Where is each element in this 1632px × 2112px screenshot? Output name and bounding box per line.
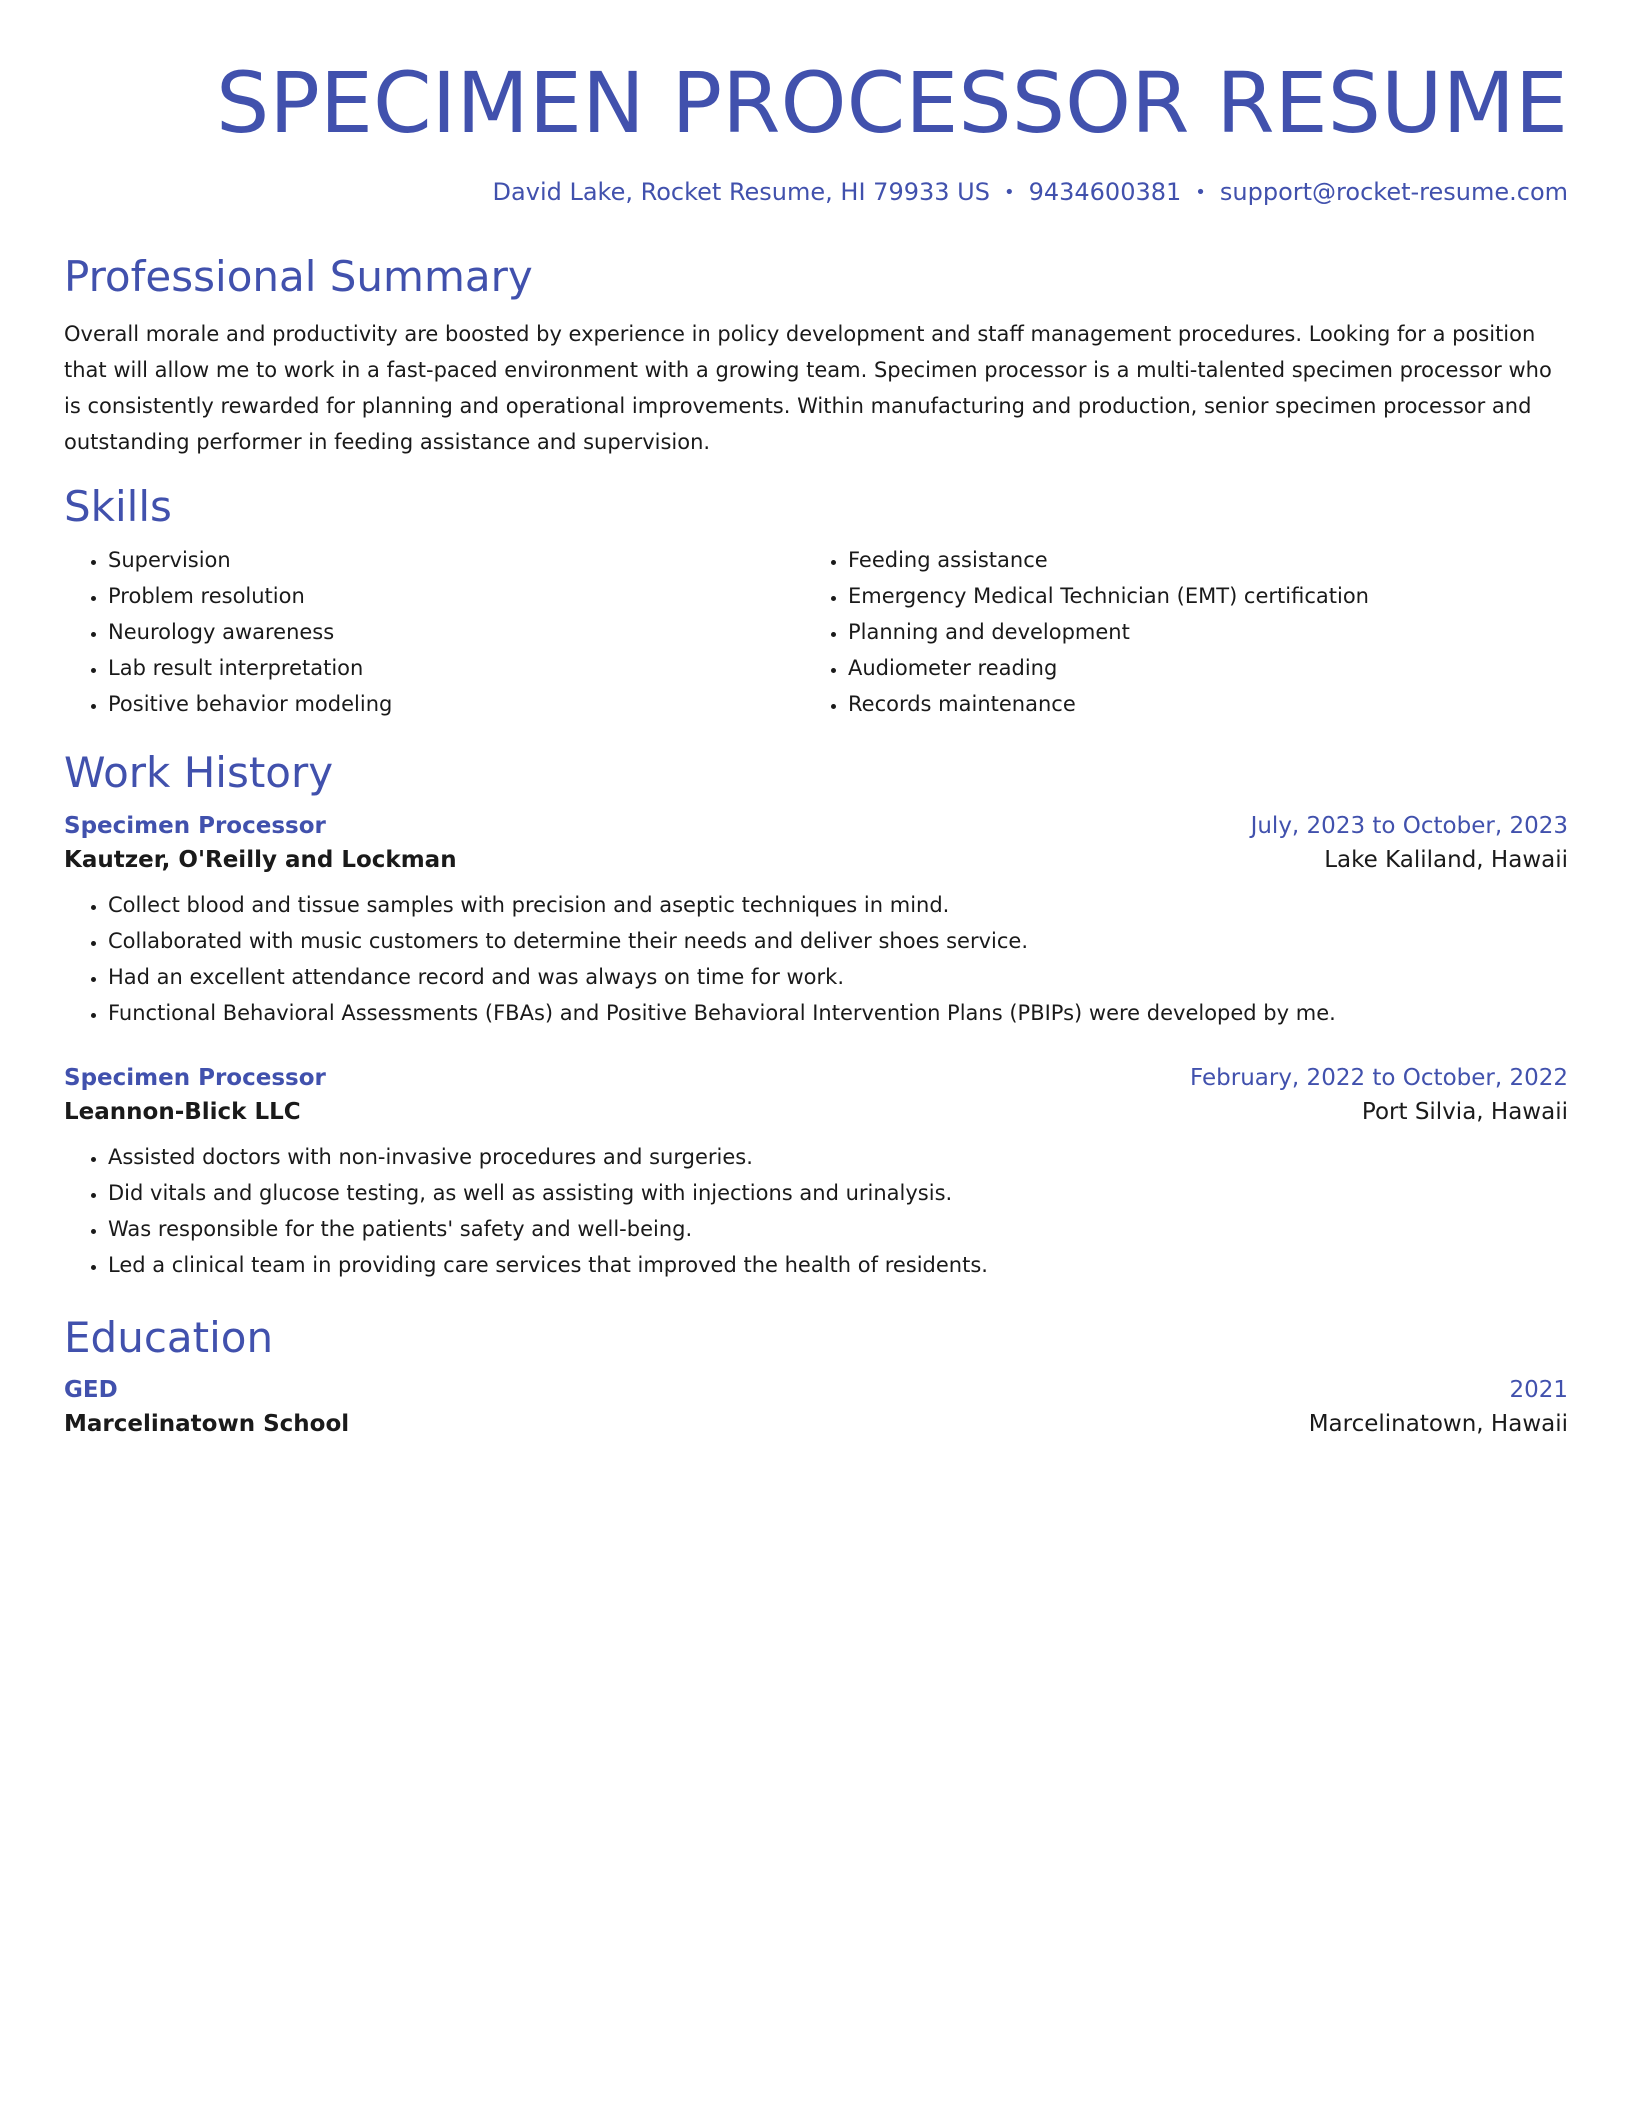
education-school: Marcelinatown School <box>64 1411 350 1438</box>
skill-item: • Positive behavior modeling <box>108 686 804 722</box>
job-employer: Leannon-Blick LLC <box>64 1098 301 1125</box>
skill-item: • Feeding assistance <box>848 542 1544 578</box>
job-bullet: • Collaborated with music customers to determine their needs and deliver shoes service. <box>108 923 1568 959</box>
skill-item: • Problem resolution <box>108 578 804 614</box>
skill-item: • Emergency Medical Technician (EMT) certification <box>848 578 1544 614</box>
job-title: Specimen Processor <box>64 812 326 839</box>
summary-heading: Professional Summary <box>64 251 533 301</box>
skill-item: • Planning and development <box>848 614 1544 650</box>
skills-column-left <box>64 542 804 722</box>
job-bullet: • Was responsible for the patients' safety and well-being. <box>108 1211 1568 1247</box>
skill-item: • Neurology awareness <box>108 614 804 650</box>
skill-item: • Records maintenance <box>848 686 1544 722</box>
education-entry <box>64 1377 1568 1437</box>
contact-separator: • <box>1003 181 1015 203</box>
resume-title: SPECIMEN PROCESSOR RESUME <box>215 54 1568 152</box>
job-dates: July, 2023 to October, 2023 <box>1250 812 1568 839</box>
job-title: Specimen Processor <box>64 1064 326 1091</box>
education-location: Marcelinatown, Hawaii <box>1308 1411 1568 1438</box>
job-bullet: • Functional Behavioral Assessments (FBAs) and Positive Behavioral Intervention Plans (PBIPs) were developed by me. <box>108 995 1568 1031</box>
contact-phone: 9434600381 <box>1028 177 1182 206</box>
skill-item: • Lab result interpretation <box>108 650 804 686</box>
job-entry <box>64 813 1568 1031</box>
education-school-row <box>64 1411 1568 1437</box>
contact-email: support@rocket-resume.com <box>1219 177 1568 206</box>
job-header-row <box>64 1065 1568 1091</box>
education-degree: GED <box>64 1377 118 1404</box>
contact-address: David Lake, Rocket Resume, HI 79933 US <box>492 177 990 206</box>
job-employer-row <box>64 847 1568 873</box>
skills-column-right <box>804 542 1544 722</box>
job-bullet: • Led a clinical team in providing care services that improved the health of residents. <box>108 1247 1568 1283</box>
skills-grid <box>64 542 1568 722</box>
job-bullet: • Collect blood and tissue samples with precision and aseptic techniques in mind. <box>108 887 1568 923</box>
skill-item: • Audiometer reading <box>848 650 1544 686</box>
job-bullet: • Had an excellent attendance record and was always on time for work. <box>108 959 1568 995</box>
job-bullets <box>64 887 1568 1031</box>
job-employer: Kautzer, O'Reilly and Lockman <box>64 846 457 873</box>
job-header-row <box>64 813 1568 839</box>
skills-heading: Skills <box>64 481 172 531</box>
work-history-heading: Work History <box>64 748 334 798</box>
education-year: 2021 <box>1509 1377 1568 1404</box>
job-entry <box>64 1065 1568 1283</box>
job-bullets <box>64 1139 1568 1283</box>
job-employer-row <box>64 1099 1568 1125</box>
education-header-row <box>64 1377 1568 1403</box>
education-heading: Education <box>64 1312 274 1362</box>
job-location: Port Silvia, Hawaii <box>1361 1098 1568 1125</box>
contact-separator: • <box>1195 181 1206 203</box>
job-location: Lake Kaliland, Hawaii <box>1324 846 1568 873</box>
job-bullet: • Assisted doctors with non-invasive procedures and surgeries. <box>108 1139 1568 1175</box>
job-dates: February, 2022 to October, 2022 <box>1190 1064 1568 1091</box>
contact-line <box>64 178 1568 206</box>
skill-item: • Supervision <box>108 542 804 578</box>
job-bullet: • Did vitals and glucose testing, as well as assisting with injections and urinalysis. <box>108 1175 1568 1211</box>
summary-text: Overall morale and productivity are boosted by experience in policy development and staff management procedures. Looking for a position that will allow me to work in a fast-paced environment with a growing team. Specimen processor is a multi-talented specimen processor who is consistently rewarded for planning and operational improvements. Within manufacturing and production, senior specimen processor and outstanding performer in feeding assistance and supervision. <box>64 321 1552 454</box>
